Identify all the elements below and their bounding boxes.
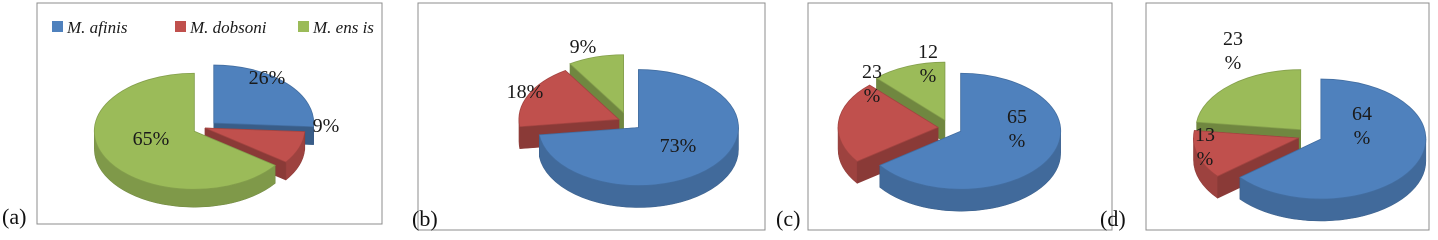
- data-label: 73%: [659, 135, 697, 157]
- panel-label: (c): [776, 206, 801, 231]
- chart-panel-2: [412, 3, 765, 231]
- panel-label: (b): [412, 206, 438, 231]
- legend: [52, 18, 374, 37]
- data-label: 18%: [506, 81, 544, 103]
- legend-entry: M. ens is: [313, 18, 374, 37]
- legend-swatch: [298, 21, 309, 32]
- data-label: 9%: [312, 115, 340, 137]
- data-label: 23 %: [862, 61, 882, 107]
- data-label: 64 %: [1352, 103, 1372, 149]
- data-label: 13 %: [1195, 124, 1215, 170]
- data-label: 12 %: [918, 41, 938, 87]
- data-label: 65 %: [1007, 106, 1027, 152]
- chart-panel-3: [776, 3, 1112, 231]
- panel-label: (a): [2, 204, 27, 229]
- data-label: 9%: [569, 36, 597, 58]
- data-label: 65%: [132, 128, 170, 150]
- data-label: 26%: [248, 67, 286, 89]
- legend-swatch: [52, 21, 63, 32]
- legend-entry: M. dobsoni: [190, 18, 267, 37]
- legend-entry: M. afinis: [67, 18, 128, 37]
- chart-panel-1: [2, 3, 382, 229]
- panel-label: (d): [1100, 206, 1126, 231]
- legend-swatch: [175, 21, 186, 32]
- data-label: 23 %: [1223, 28, 1243, 74]
- chart-panel-4: [1100, 3, 1429, 231]
